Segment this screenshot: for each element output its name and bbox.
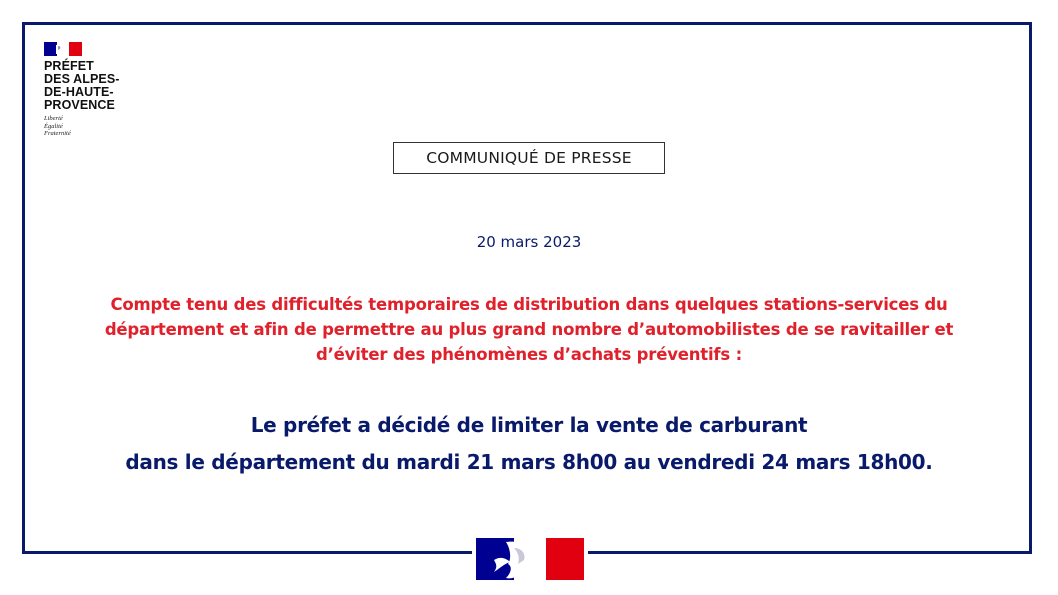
decision-line: Le préfet a décidé de limiter la vente de carburant [250,413,808,437]
motto-line: Égalité [44,122,63,130]
motto-line: Liberté [44,115,63,122]
prefecture-name-line: PROVENCE [44,98,115,112]
prefecture-name-line: DE-HAUTE- [44,85,114,99]
prefecture-name-line: DES ALPES- [44,72,120,86]
prefecture-name [44,60,154,112]
context-line: département et afin de permettre au plus grand nombre d’automobilistes de se ravitailler et [104,320,954,339]
context-line: d’éviter des phénomènes d’achats préventifs : [316,345,742,364]
republique-francaise-marianne-icon [44,42,82,56]
decision-line: dans le département du mardi 21 mars 8h00 au vendredi 24 mars 18h00. [125,450,933,474]
prefecture-name-line: PRÉFET [44,59,94,73]
footer-emblem [472,536,588,584]
release-date: 20 mars 2023 [476,233,582,251]
context-paragraph [40,292,1018,367]
context-line: Compte tenu des difficultés temporaires de distribution dans quelques stations-services du [110,295,948,314]
prefecture-logo [44,42,154,138]
motto-line: Fraternité [44,130,71,137]
republic-motto [44,115,154,138]
decision-paragraph [40,407,1018,481]
press-release-label: COMMUNIQUÉ DE PRESSE [393,142,665,174]
marianne-emblem-icon [476,538,584,580]
